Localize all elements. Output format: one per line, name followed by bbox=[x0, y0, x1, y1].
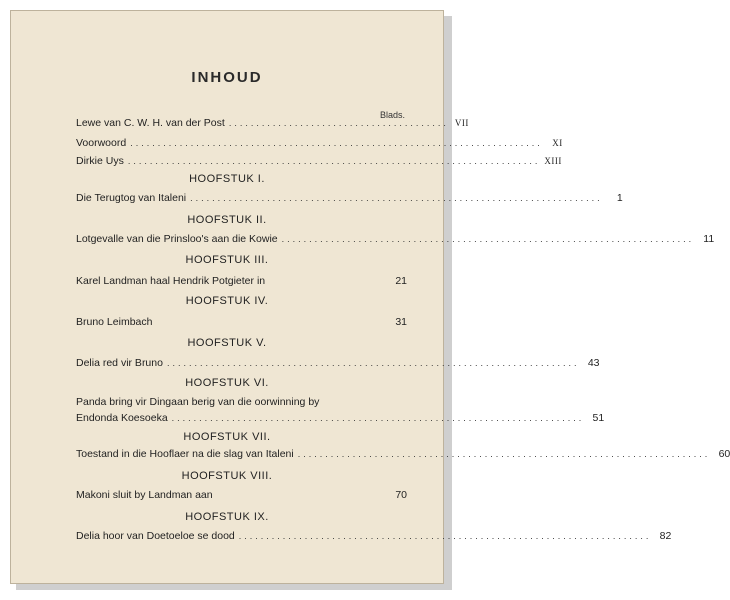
toc-entry-title: Endonda Koesoeka bbox=[76, 412, 168, 424]
toc-entry-page: 21 bbox=[395, 275, 407, 287]
toc-entry-title: Makoni sluit by Landman aan bbox=[76, 489, 213, 501]
book-page bbox=[10, 10, 730, 584]
dot-leader: ........................................................................... bbox=[127, 156, 541, 166]
toc-entry-title: Dirkie Uys bbox=[76, 155, 124, 167]
dot-leader: ........................................................................... bbox=[281, 234, 695, 244]
toc-entry bbox=[76, 357, 600, 369]
toc-entry-title: Die Terugtog van Italeni bbox=[76, 192, 187, 204]
toc-entry bbox=[76, 412, 605, 424]
toc-entry-page: 82 bbox=[659, 530, 672, 542]
page-title: INHOUD bbox=[191, 69, 263, 86]
toc-entry-title: Bruno Leimbach bbox=[76, 316, 153, 328]
toc-entry bbox=[76, 316, 407, 328]
toc-entry-title: Lewe van C. W. H. van der Post bbox=[76, 117, 225, 129]
toc-entry-title: Toestand in die Hooflaer na die slag van Italeni bbox=[76, 448, 294, 460]
toc-entry-page: VII bbox=[454, 118, 469, 128]
toc-entry-title: Lotgevalle van die Prinsloo's aan die Kowie bbox=[76, 233, 278, 245]
toc-entry-title: Delia hoor van Doetoeloe se dood bbox=[76, 530, 235, 542]
toc-entry-title: Karel Landman haal Hendrik Potgieter in bbox=[76, 275, 266, 287]
chapter-heading: HOOFSTUK III. bbox=[185, 254, 269, 266]
dot-leader: ........................................................................... bbox=[171, 413, 585, 423]
dot-leader: ........................................................................... bbox=[238, 531, 652, 541]
toc-entry-page: 60 bbox=[718, 448, 730, 460]
page-column-label: Blads. bbox=[379, 110, 405, 120]
dot-leader: ........................................................................... bbox=[190, 193, 603, 203]
chapter-heading: HOOFSTUK VII. bbox=[183, 431, 271, 443]
toc-entry bbox=[76, 155, 562, 167]
toc-entry-page: 70 bbox=[395, 489, 407, 501]
toc-entry-page: 31 bbox=[395, 316, 407, 328]
chapter-heading: HOOFSTUK VIII. bbox=[181, 470, 273, 482]
toc-entry-page: 51 bbox=[592, 412, 605, 424]
toc-entry-page: 1 bbox=[616, 192, 623, 204]
chapter-heading: HOOFSTUK V. bbox=[187, 337, 267, 349]
toc-entry bbox=[76, 117, 469, 129]
chapter-heading: HOOFSTUK I. bbox=[189, 173, 265, 185]
chapter-heading: HOOFSTUK IX. bbox=[185, 511, 269, 523]
chapter-heading: HOOFSTUK II. bbox=[187, 214, 267, 226]
toc-entry-page: 43 bbox=[587, 357, 600, 369]
dot-leader: ........................................................................... bbox=[166, 358, 580, 368]
toc-entry bbox=[76, 275, 407, 287]
dot-leader: ........................................................................... bbox=[130, 138, 543, 148]
chapter-heading: HOOFSTUK VI. bbox=[185, 377, 269, 389]
toc-entry bbox=[76, 137, 563, 149]
toc-entry-title: Delia red vir Bruno bbox=[76, 357, 163, 369]
dot-leader: ........................................ bbox=[228, 118, 449, 128]
toc-entry bbox=[76, 448, 730, 460]
toc-entry-title-line1: Panda bring vir Dingaan berig van die oorwinning by bbox=[76, 396, 320, 408]
toc-entry bbox=[76, 489, 407, 501]
toc-entry-page: 11 bbox=[703, 233, 715, 245]
toc-entry bbox=[76, 530, 672, 542]
toc-entry-title: Voorwoord bbox=[76, 137, 127, 149]
toc-entry bbox=[76, 192, 623, 204]
toc-entry bbox=[76, 233, 715, 245]
toc-entry-page: XIII bbox=[544, 156, 562, 166]
chapter-heading: HOOFSTUK IV. bbox=[185, 295, 269, 307]
dot-leader: ........................................................................... bbox=[297, 449, 711, 459]
toc-entry-page: XI bbox=[552, 138, 563, 148]
